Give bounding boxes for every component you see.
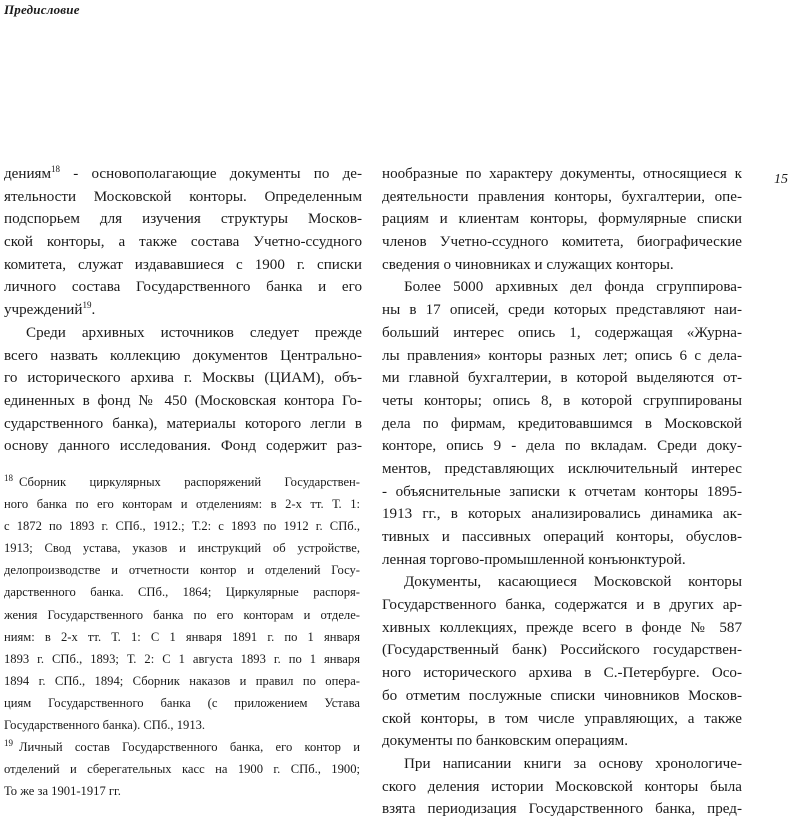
- footnote-line: с 1872 по 1893 г. СПб., 1912.; Т.2: с 1893 по 1912 г. СПб.,: [4, 519, 360, 534]
- text-line: хивных коллекциях, прежде всего в фонде № 587: [382, 619, 742, 636]
- text-line: Документы, касающиеся Московской конторы: [404, 574, 742, 591]
- text-line: комитета, служат издававшиеся с 1900 г. списки: [4, 256, 362, 273]
- text-line: - объяснительные записки к отчетам конторы 1895-: [382, 483, 742, 500]
- text-line: бо отметим послужные списки чиновников Москов-: [382, 687, 742, 704]
- text-line: подспорьем для изучения структуры Москов-: [4, 211, 362, 228]
- text-line: ны в 17 описей, среди которых представляют наи-: [382, 302, 742, 319]
- text-line: Более 5000 архивных дел фонда сгруппирова-: [404, 279, 742, 296]
- footnote-line: Государственного банка). СПб., 1913.: [4, 718, 206, 733]
- text-line: ской конторы, а также состава Учетно-ссудного: [4, 234, 362, 251]
- text-line: единенных в фонд № 450 (Московская контора Го-: [4, 392, 362, 409]
- footnote-line: [4, 471, 360, 493]
- footnote-line: 1894 г. СПб., 1894; Сборник наказов и правил по опера-: [4, 673, 360, 688]
- paragraph: [382, 753, 742, 821]
- text-line: сударственного банка), материалы которого легли в: [4, 415, 362, 432]
- text-line: го исторического архива г. Москвы (ЦИАМ), объ-: [4, 370, 362, 387]
- footnote-line: ного банка по его конторам и отделениям: в 2-х тт. Т. 1:: [4, 497, 360, 512]
- text-fragment: - основополагающие документы по де-: [60, 166, 362, 182]
- footnote-line: [4, 736, 360, 758]
- text-line: взята периодизация Государственного банка, пред-: [382, 801, 742, 818]
- footnote-line: делопроизводстве и отчетности контор и отделений Госу-: [4, 563, 360, 578]
- paragraph: [382, 276, 742, 571]
- text-line: ми главной бухгалтерии, в которой выделяются от-: [382, 370, 742, 387]
- text-line: документы по банковским операциям.: [382, 733, 628, 750]
- footnote-line: ниям: в 2-х тт. Т. 1: С 1 января 1891 г. по 1 января: [4, 629, 360, 644]
- footnote-mark: 18: [4, 473, 13, 483]
- footnote-line: дарственного банка. СПб., 1864; Циркулярные распоря-: [4, 585, 360, 600]
- footnote-line: отделений и сберегательных касс на 1900 г. СПб., 1900;: [4, 762, 360, 777]
- text-line: 1913 гг., в которых анализировались динамика ак-: [382, 506, 742, 523]
- text-line: ятельности Московской конторы. Определенным: [4, 188, 362, 205]
- paragraph: [4, 322, 362, 458]
- text-line: ской конторы, в том числе управляющих, а также: [382, 710, 742, 727]
- text-line: Государственного банка, содержатся и в других ар-: [382, 597, 742, 614]
- footnote-mark: 19: [4, 738, 13, 749]
- text-line: основу данного исследования. Фонд содержит раз-: [4, 438, 362, 455]
- text-line: ментов, представляющих исключительный интерес: [382, 460, 742, 477]
- text-line: ского деления истории Московской конторы была: [382, 778, 742, 795]
- text-fragment: дениям: [4, 166, 52, 182]
- footnote-18: [4, 471, 360, 736]
- text-line: сведения о чиновниках и служащих конторы.: [382, 256, 674, 273]
- left-column: [4, 163, 362, 458]
- footnote-line: 1893 г. СПб., 1893; Т. 2: С 1 августа 1893 г. по 1 января: [4, 651, 360, 666]
- text-fragment: .: [91, 302, 96, 319]
- footnote-ref: 19: [82, 300, 92, 311]
- text-line: личного состава Государственного банка и его: [4, 279, 362, 296]
- footnote-line: 1913; Свод устава, указов и инструкций об устройстве,: [4, 541, 360, 556]
- paragraph: [382, 571, 742, 753]
- text-line: Среди архивных источников следует прежде: [26, 324, 362, 341]
- text-line: конторе, опись 9 - дела по вкладам. Среди доку-: [382, 438, 742, 455]
- text-line: [4, 299, 362, 322]
- text-line: лы правления» конторы разных лет; опись 6 с дела-: [382, 347, 742, 364]
- text-line: больший интерес опись 1, содержащая «Журна-: [382, 324, 742, 341]
- text-fragment: учреждений: [4, 302, 83, 319]
- footnote-line: То же за 1901-1917 гг.: [4, 784, 121, 799]
- text-line: нообразные по характеру документы, относящиеся к: [382, 166, 742, 182]
- text-line: дела по фирмам, кредитовавшимся в Московской: [382, 415, 742, 432]
- text-fragment: Личный состав Государственного банка, его контор и: [19, 740, 360, 755]
- page-number: 15: [774, 172, 788, 187]
- text-line: [4, 163, 362, 186]
- footnote-line: циям Государственного банка (с приложением Устава: [4, 695, 360, 710]
- paragraph: [4, 163, 362, 322]
- footnote-19: [4, 736, 360, 802]
- footnote-ref: 18: [51, 164, 61, 174]
- text-line: (Государственный банк) Российского государствен-: [382, 642, 742, 659]
- text-line: всего назвать коллекцию документов Центрально-: [4, 347, 362, 364]
- text-line: тивных и пассивных операций конторы, обуслов-: [382, 529, 742, 545]
- text-line: При написании книги за основу хронологиче-: [404, 755, 742, 772]
- paragraph: [382, 163, 742, 276]
- running-head: Предисловие: [4, 2, 80, 17]
- text-line: членов Учетно-ссудного комитета, биографические: [382, 234, 742, 251]
- footnote-line: жения Государственного банка по его конторам и отделе-: [4, 607, 360, 622]
- text-line: ленная торгово-промышленной конъюнктурой.: [382, 551, 686, 568]
- text-line: деятельности правления конторы, бухгалтерии, опе-: [382, 188, 742, 205]
- footnotes: [4, 471, 360, 802]
- text-line: рациям и клиентам конторы, формулярные списки: [382, 211, 742, 228]
- right-column: [382, 163, 742, 821]
- text-line: ного исторического архива в С.-Петербурге. Осо-: [382, 665, 742, 682]
- text-fragment: Сборник циркулярных распоряжений Государствен-: [19, 475, 360, 489]
- text-line: четы конторы; опись 8, в которой сгруппированы: [382, 392, 742, 409]
